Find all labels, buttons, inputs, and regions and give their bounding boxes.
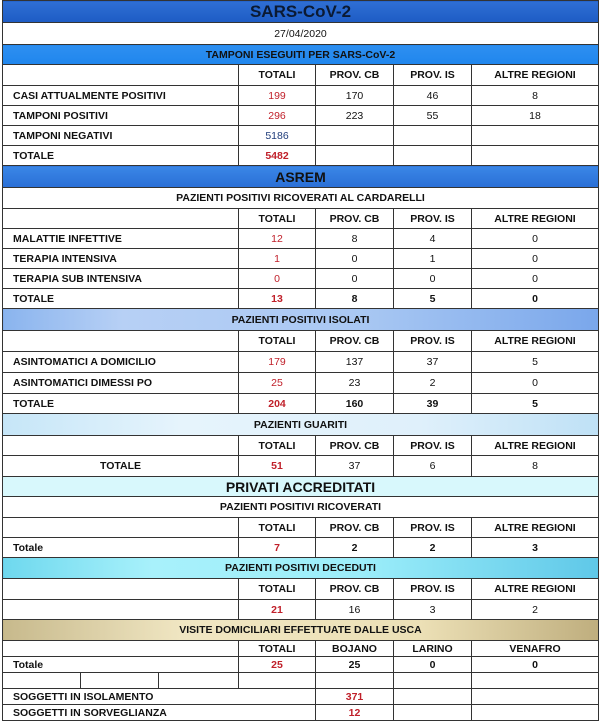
cell-prov-cb: 8 [316, 229, 394, 249]
empty-cell [472, 673, 599, 689]
cell-totali: 12 [239, 229, 316, 249]
cell-prov-is: 0 [394, 269, 472, 289]
cell-altre-regioni [472, 126, 599, 146]
empty-cell [3, 518, 239, 538]
table-row-total [3, 657, 599, 673]
section-header-usca: VISITE DOMICILIARI EFFETTUATE DALLE USCA [3, 620, 599, 641]
row-label: TERAPIA SUB INTENSIVA [3, 269, 239, 289]
empty-cell [3, 673, 81, 689]
cell-larino: 0 [394, 657, 472, 673]
cell-totali: 1 [239, 249, 316, 269]
row-label: TOTALE [3, 146, 239, 166]
table-row [3, 269, 599, 289]
table-row [3, 106, 599, 126]
table-row [3, 373, 599, 394]
col-header-larino: LARINO [394, 641, 472, 657]
section-header-isolati: PAZIENTI POSITIVI ISOLATI [3, 309, 599, 331]
col-header-totali: TOTALI [239, 518, 316, 538]
cell-altre-regioni: 3 [472, 538, 599, 558]
cell-altre-regioni: 2 [472, 600, 599, 620]
cell-altre-regioni: 0 [472, 229, 599, 249]
empty-cell [3, 331, 239, 352]
empty-cell [3, 579, 239, 600]
cell-prov-is: 2 [394, 373, 472, 394]
cell-prov-cb [316, 146, 394, 166]
cell-altre-regioni: 8 [472, 456, 599, 477]
cell-totali: 25 [239, 373, 316, 394]
row-label: SOGGETTI IN ISOLAMENTO [3, 689, 316, 705]
column-header-row [3, 65, 599, 86]
cell-prov-is: 5 [394, 289, 472, 309]
cell-prov-cb: 170 [316, 86, 394, 106]
cell-altre-regioni: 0 [472, 269, 599, 289]
cell-prov-cb: 23 [316, 373, 394, 394]
empty-cell [3, 436, 239, 456]
cell-prov-is: 37 [394, 352, 472, 373]
cell-totali: 179 [239, 352, 316, 373]
cell-totali: 5482 [239, 146, 316, 166]
row-label: TOTALE [3, 289, 239, 309]
row-label: ASINTOMATICI DIMESSI PO [3, 373, 239, 394]
subsection-header-ricoverati: PAZIENTI POSITIVI RICOVERATI [3, 497, 599, 518]
cell-prov-is [394, 146, 472, 166]
col-header-totali: TOTALI [239, 331, 316, 352]
cell-prov-cb: 2 [316, 538, 394, 558]
cell-totali: 21 [239, 600, 316, 620]
empty-row [3, 673, 599, 689]
cell-prov-cb: 0 [316, 249, 394, 269]
table-row [3, 229, 599, 249]
cell-prov-is: 1 [394, 249, 472, 269]
empty-cell [3, 209, 239, 229]
col-header-prov-cb: PROV. CB [316, 331, 394, 352]
soggetti-row-sorveglianza [3, 705, 599, 721]
subsection-header-ricoverati-cardarelli: PAZIENTI POSITIVI RICOVERATI AL CARDARELLI [3, 188, 599, 209]
column-header-row [3, 641, 599, 657]
cell-altre-regioni: 5 [472, 394, 599, 414]
empty-cell [394, 689, 472, 705]
table-row-total [3, 146, 599, 166]
cell-prov-is: 6 [394, 456, 472, 477]
col-header-prov-is: PROV. IS [394, 209, 472, 229]
cell-altre-regioni: 0 [472, 249, 599, 269]
empty-cell [239, 673, 316, 689]
section-header-deceduti: PAZIENTI POSITIVI DECEDUTI [3, 558, 599, 579]
row-label: ASINTOMATICI A DOMICILIO [3, 352, 239, 373]
col-header-altre-regioni: ALTRE REGIONI [472, 518, 599, 538]
col-header-totali: TOTALI [239, 579, 316, 600]
cell-altre-regioni: 0 [472, 289, 599, 309]
cell-totali: 5186 [239, 126, 316, 146]
row-label: TOTALE [3, 456, 239, 477]
col-header-totali: TOTALI [239, 65, 316, 86]
cell-altre-regioni: 18 [472, 106, 599, 126]
section-header-guariti: PAZIENTI GUARITI [3, 414, 599, 436]
column-header-row [3, 436, 599, 456]
cell-totali: 0 [239, 269, 316, 289]
empty-cell [159, 673, 239, 689]
col-header-prov-cb: PROV. CB [316, 518, 394, 538]
col-header-venafro: VENAFRO [472, 641, 599, 657]
col-header-altre-regioni: ALTRE REGIONI [472, 209, 599, 229]
cell-altre-regioni: 5 [472, 352, 599, 373]
table-row-total [3, 394, 599, 414]
col-header-altre-regioni: ALTRE REGIONI [472, 65, 599, 86]
section-header-tamponi: TAMPONI ESEGUITI PER SARS-CoV-2 [3, 45, 599, 65]
table-row-total [3, 538, 599, 558]
empty-cell [81, 673, 159, 689]
col-header-prov-cb: PROV. CB [316, 436, 394, 456]
cell-totali: 296 [239, 106, 316, 126]
row-label: Totale [3, 657, 239, 673]
cell-totali: 204 [239, 394, 316, 414]
cell-prov-is: 46 [394, 86, 472, 106]
cell-prov-cb: 8 [316, 289, 394, 309]
column-header-row [3, 331, 599, 352]
cell-value: 371 [316, 689, 394, 705]
table-row-total [3, 456, 599, 477]
column-header-row [3, 209, 599, 229]
cell-totali: 25 [239, 657, 316, 673]
empty-cell [472, 705, 599, 721]
row-label: TERAPIA INTENSIVA [3, 249, 239, 269]
col-header-totali: TOTALI [239, 209, 316, 229]
soggetti-row-isolamento [3, 689, 599, 705]
column-header-row [3, 518, 599, 538]
row-label: TAMPONI POSITIVI [3, 106, 239, 126]
cell-totali: 51 [239, 456, 316, 477]
cell-prov-cb: 0 [316, 269, 394, 289]
col-header-totali: TOTALI [239, 641, 316, 657]
row-label [3, 600, 239, 620]
cell-prov-cb: 37 [316, 456, 394, 477]
col-header-bojano: BOJANO [316, 641, 394, 657]
col-header-prov-is: PROV. IS [394, 436, 472, 456]
table-row [3, 86, 599, 106]
cell-value: 12 [316, 705, 394, 721]
row-label: TAMPONI NEGATIVI [3, 126, 239, 146]
section-header-privati: PRIVATI ACCREDITATI [3, 477, 599, 497]
col-header-totali: TOTALI [239, 436, 316, 456]
soggetti-table [2, 672, 599, 721]
empty-cell [394, 705, 472, 721]
col-header-prov-is: PROV. IS [394, 65, 472, 86]
cell-prov-cb: 16 [316, 600, 394, 620]
col-header-prov-cb: PROV. CB [316, 65, 394, 86]
cell-venafro: 0 [472, 657, 599, 673]
cell-altre-regioni: 0 [472, 373, 599, 394]
table-row [3, 126, 599, 146]
row-label: CASI ATTUALMENTE POSITIVI [3, 86, 239, 106]
col-header-altre-regioni: ALTRE REGIONI [472, 436, 599, 456]
cell-prov-cb: 223 [316, 106, 394, 126]
col-header-prov-cb: PROV. CB [316, 579, 394, 600]
table-row-total [3, 289, 599, 309]
row-label: Totale [3, 538, 239, 558]
cell-prov-is: 55 [394, 106, 472, 126]
cell-bojano: 25 [316, 657, 394, 673]
cell-prov-cb: 160 [316, 394, 394, 414]
row-label: MALATTIE INFETTIVE [3, 229, 239, 249]
empty-cell [3, 65, 239, 86]
cell-prov-cb: 137 [316, 352, 394, 373]
row-label: SOGGETTI IN SORVEGLIANZA [3, 705, 316, 721]
empty-cell [3, 641, 239, 657]
cell-prov-is: 4 [394, 229, 472, 249]
empty-cell [394, 673, 472, 689]
section-header-asrem: ASREM [3, 166, 599, 188]
report-table [2, 0, 599, 673]
empty-cell [316, 673, 394, 689]
row-label: TOTALE [3, 394, 239, 414]
cell-altre-regioni [472, 146, 599, 166]
cell-prov-is: 2 [394, 538, 472, 558]
col-header-prov-cb: PROV. CB [316, 209, 394, 229]
table-row [3, 249, 599, 269]
column-header-row [3, 579, 599, 600]
col-header-altre-regioni: ALTRE REGIONI [472, 331, 599, 352]
cell-altre-regioni: 8 [472, 86, 599, 106]
report-title: SARS-CoV-2 [3, 1, 599, 23]
cell-totali: 199 [239, 86, 316, 106]
empty-cell [472, 689, 599, 705]
col-header-prov-is: PROV. IS [394, 579, 472, 600]
col-header-prov-is: PROV. IS [394, 518, 472, 538]
report-date: 27/04/2020 [3, 23, 599, 45]
cell-totali: 7 [239, 538, 316, 558]
col-header-altre-regioni: ALTRE REGIONI [472, 579, 599, 600]
table-row [3, 352, 599, 373]
cell-prov-cb [316, 126, 394, 146]
covid-report-sheet [2, 0, 598, 721]
cell-prov-is [394, 126, 472, 146]
cell-prov-is: 39 [394, 394, 472, 414]
cell-totali: 13 [239, 289, 316, 309]
cell-prov-is: 3 [394, 600, 472, 620]
col-header-prov-is: PROV. IS [394, 331, 472, 352]
table-row [3, 600, 599, 620]
